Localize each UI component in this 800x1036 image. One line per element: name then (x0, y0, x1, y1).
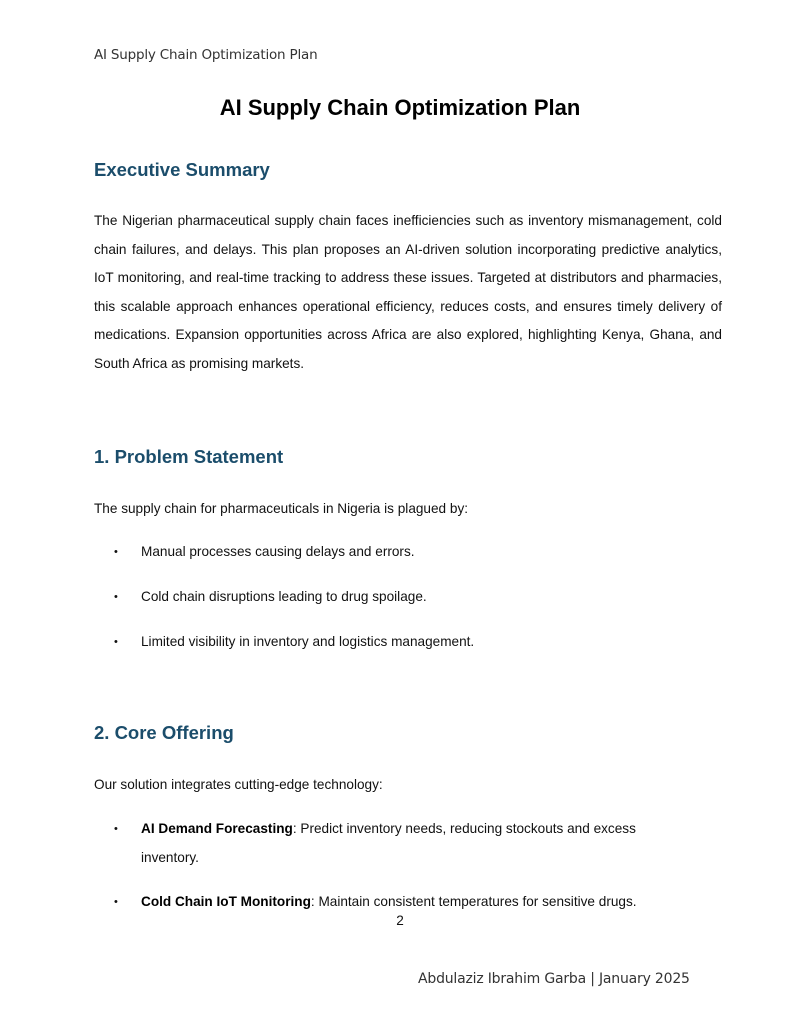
page-footer: Abdulaziz Ibrahim Garba | January 2025 (418, 971, 690, 987)
section-heading-executive-summary: Executive Summary (94, 159, 270, 180)
list-item (114, 583, 694, 612)
executive-summary-paragraph: The Nigerian pharmaceutical supply chain faces inefficiencies such as inventory mismanagement, cold chain failures, and delays. This plan proposes an AI-driven solution incorporating predictive analytics, IoT monitoring, and real-time tracking to address these issues. Targeted at distributors and pharmacies, this scalable approach enhances operational efficiency, reduces costs, and ensures timely delivery of medications. Expansion opportunities across Africa are also explored, highlighting Kenya, Ghana, and South Africa as promising markets. (94, 213, 722, 371)
list-item (114, 815, 694, 872)
running-header: AI Supply Chain Optimization Plan (94, 47, 318, 63)
section-heading-core-offering: 2. Core Offering (94, 722, 234, 743)
problem-statement-intro: The supply chain for pharmaceuticals in Nigeria is plagued by: (94, 501, 469, 516)
bullet-icon: • (114, 546, 118, 558)
list-item-text: : Predict inventory needs, reducing stockouts and excess inventory. (141, 821, 636, 865)
bullet-icon: • (114, 896, 118, 908)
core-offering-intro: Our solution integrates cutting-edge technology: (94, 777, 383, 792)
bullet-icon: • (114, 823, 118, 835)
list-item-text: Limited visibility in inventory and logistics management. (141, 634, 475, 649)
list-item (114, 628, 694, 657)
page-number: 2 (396, 913, 404, 928)
bullet-icon: • (114, 636, 118, 648)
bullet-icon: • (114, 591, 118, 603)
list-item-term: Cold Chain IoT Monitoring (141, 894, 311, 909)
list-item-text: Manual processes causing delays and errors. (141, 544, 415, 559)
section-heading-problem-statement: 1. Problem Statement (94, 446, 284, 467)
list-item-text: Cold chain disruptions leading to drug spoilage. (141, 589, 427, 604)
list-item-text: : Maintain consistent temperatures for sensitive drugs. (310, 894, 637, 909)
document-title: AI Supply Chain Optimization Plan (219, 95, 581, 120)
list-item (114, 538, 694, 567)
list-item-term: AI Demand Forecasting (141, 821, 293, 836)
